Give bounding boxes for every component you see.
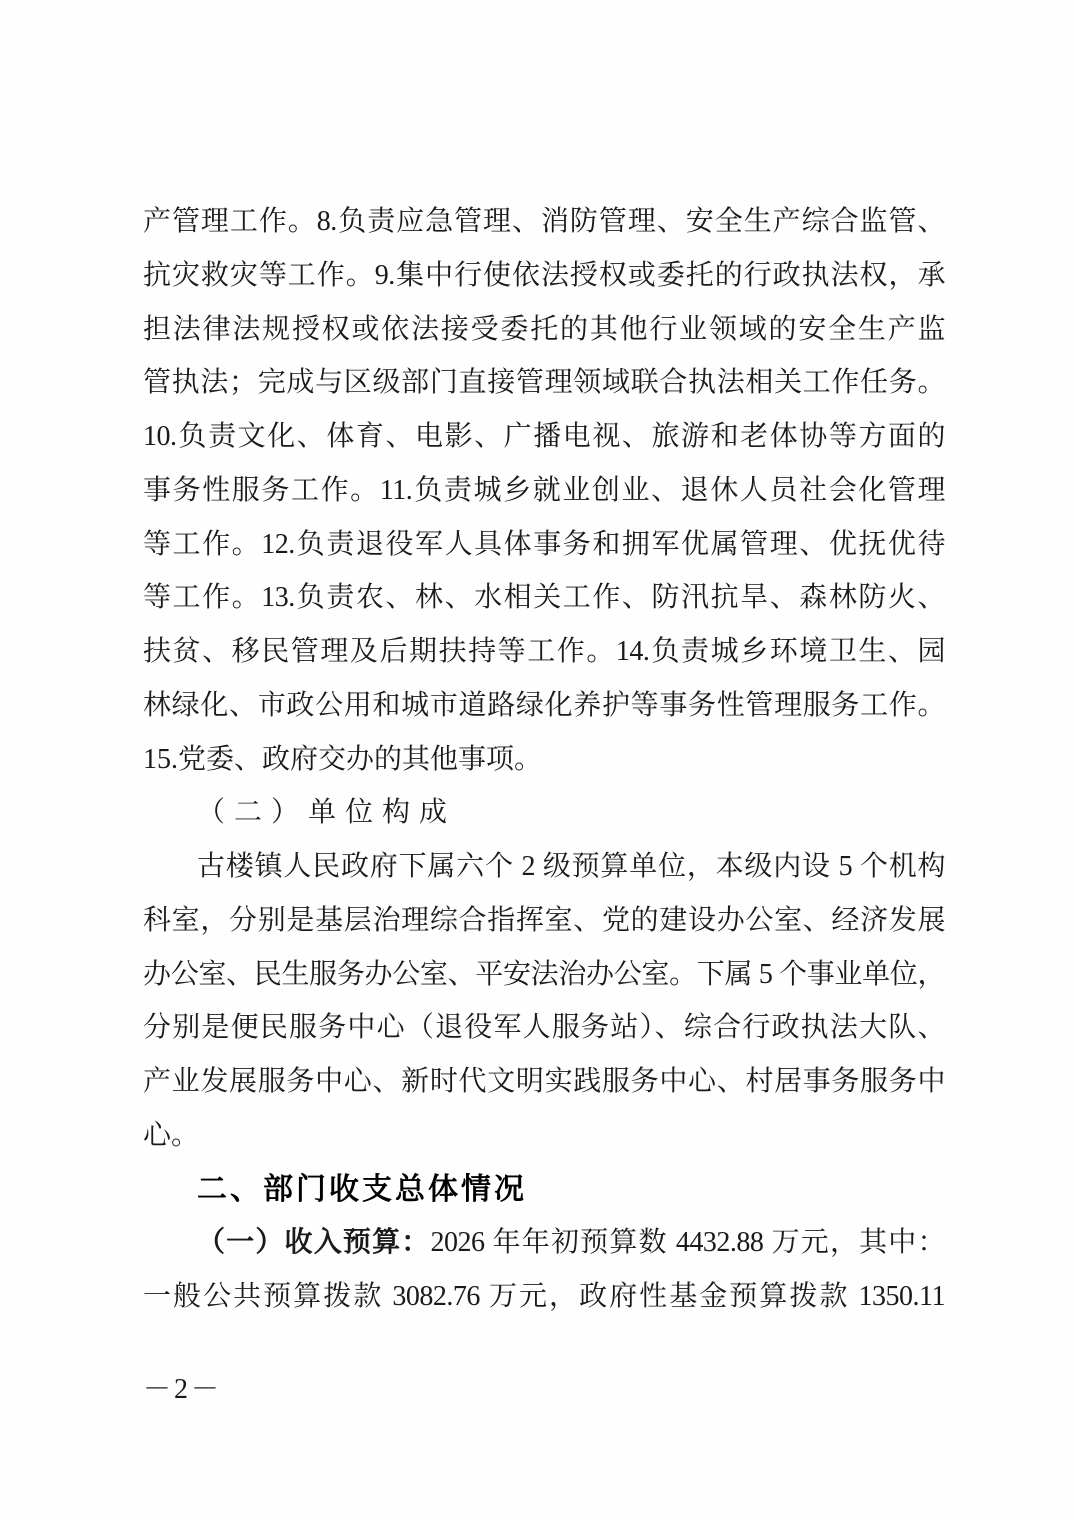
subsection-heading: （二）单位构成 — [197, 797, 457, 829]
text-line: 管执法；完成与区级部门直接管理领域联合执法相关工作任务。 — [143, 367, 945, 399]
text-line: 等工作。13.负责农、林、水相关工作、防汛抗旱、森林防火、 — [143, 582, 945, 614]
text-line: 产业发展服务中心、新时代文明实践服务中心、村居事务服务中 — [143, 1066, 945, 1097]
text-line: 一般公共预算拨款 3082.76 万元，政府性基金预算拨款 1350.11 — [143, 1281, 945, 1312]
text-line: 扶贫、移民管理及后期扶持等工作。14.负责城乡环境卫生、园 — [143, 636, 945, 667]
text-line: 事务性服务工作。11.负责城乡就业创业、退休人员社会化管理 — [143, 474, 945, 506]
text-line: 心。 — [143, 1119, 200, 1151]
text-line: 担法律法规授权或依法接受委托的其他行业领域的安全生产监 — [143, 313, 945, 345]
text-block — [143, 195, 945, 1324]
text-run: （一）收入预算： — [197, 1227, 431, 1259]
text-line: 办公室、民生服务办公室、平安法治办公室。下属 5 个事业单位， — [143, 958, 945, 990]
text-line: 分别是便民服务中心（退役军人服务站）、综合行政执法大队、 — [143, 1012, 945, 1044]
text-line: 10.负责文化、体育、电影、广播电视、旅游和老体协等方面的 — [143, 421, 945, 452]
page-number: －2－ — [143, 1374, 223, 1405]
text-run: 2026 年年初预算数 4432.88 万元，其中： — [430, 1227, 945, 1259]
text-line: 林绿化、市政公用和城市道路绿化养护等事务性管理服务工作。 — [143, 689, 945, 721]
section-heading: 二、部门收支总体情况 — [197, 1172, 527, 1206]
text-line: 15.党委、政府交办的其他事项。 — [143, 743, 543, 775]
text-line — [143, 1216, 945, 1270]
text-line: 科室，分别是基层治理综合指挥室、党的建设办公室、经济发展 — [143, 904, 945, 936]
text-line: 抗灾救灾等工作。9.集中行使依法授权或委托的行政执法权，承 — [143, 259, 945, 291]
text-line: 古楼镇人民政府下属六个 2 级预算单位，本级内设 5 个机构 — [197, 851, 945, 882]
text-line: 产管理工作。8.负责应急管理、消防管理、安全生产综合监管、 — [143, 206, 945, 237]
text-line: 等工作。12.负责退役军人具体事务和拥军优属管理、优抚优待 — [143, 528, 945, 560]
